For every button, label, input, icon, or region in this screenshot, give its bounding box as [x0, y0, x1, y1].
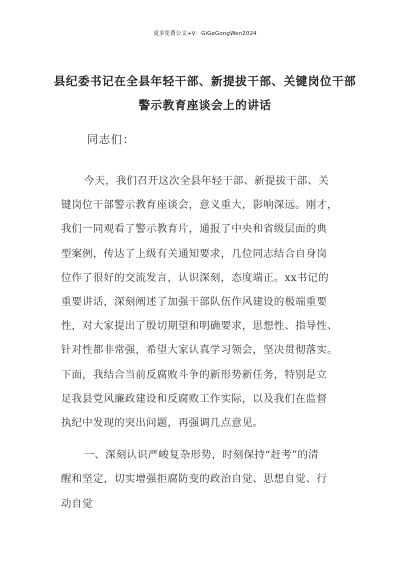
body-line: 键岗位干部警示教育座谈会，意义重大，影响深远。刚才， [61, 199, 338, 211]
body-line: 针对性都非常强，希望大家认真学习领会，坚决贯彻落实。 [61, 344, 338, 356]
document-title-line-2: 警示教育座谈会上的讲话 [138, 98, 272, 112]
body-line: 足我县党风廉政建设和反腐败工作实际，以及我们在监督 [61, 393, 328, 405]
body-line: 性，对大家提出了殷切期望和明确要求，思想性、指导性、 [61, 320, 338, 332]
document-title-line-1: 县纪委书记在全县年轻干部、新提拔干部、关键岗位干部 [53, 74, 357, 88]
salutation: 同志们： [87, 133, 135, 146]
body-line: 执纪中发现的突出问题，再强调几点意见。 [61, 417, 264, 429]
body-line: 我们一同观看了警示教育片，通报了中央和省级层面的典 [61, 223, 328, 235]
body-line: 今天，我们召开这次全县年轻干部、新提拔干部、关 [84, 175, 329, 187]
body-line: 下面，我结合当前反腐败斗争的新形势新任务，特别是立 [61, 369, 328, 381]
header-note: 更多免费公文+V：GiGeGongWen2024 [153, 31, 257, 37]
body-line: 型案例，传达了上级有关通知要求，几位同志结合自身岗 [61, 248, 328, 260]
body-line: 重要讲话，深刻阐述了加强干部队伍作风建设的极端重要 [61, 296, 328, 308]
body-line: 位作了很好的交流发言，认识深刻，态度端正。xx书记的 [61, 272, 329, 284]
section-heading-line: 一、深刻认识严峻复杂形势，时刻保持“赶考”的清 [84, 449, 319, 461]
section-heading-line: 醒和坚定，切实增强拒腐防变的政治自觉、思想自觉、行 [61, 473, 328, 485]
section-heading-line: 动自觉 [61, 498, 93, 510]
